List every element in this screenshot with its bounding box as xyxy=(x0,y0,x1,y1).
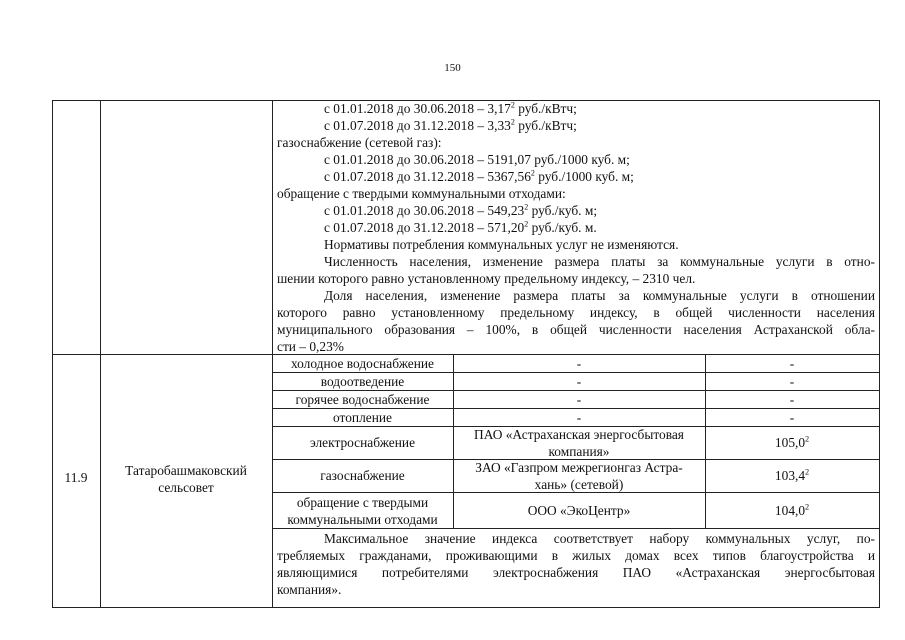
tariff-line: с 01.01.2018 до 30.06.2018 – 5191,07 руб./1000 куб. м; xyxy=(324,152,630,167)
service-name: обращение с твердыми коммунальными отходами xyxy=(287,495,438,527)
provider-name: - xyxy=(576,356,582,371)
index-value: - xyxy=(789,410,795,425)
share-paragraph-line: муниципального образования – 100%, в общей численности населения Астраханской обла- xyxy=(277,322,875,337)
population-paragraph-line: шении которого равно установленному предельному индексу, – 2310 чел. xyxy=(277,271,696,286)
index-value: 103,4$^2$ xyxy=(774,467,810,483)
note-line: компания». xyxy=(277,582,342,597)
index-value: 104,0$^2$ xyxy=(774,502,810,518)
note-line: Максимальное значение индекса соответствует набору коммунальных услуг, по- xyxy=(324,531,875,546)
row-number: 11.9 xyxy=(64,470,88,485)
tariff-line: с 01.07.2018 до 31.12.2018 – 3,33$^2$ руб./кВтч; xyxy=(324,117,577,133)
service-name: электроснабжение xyxy=(309,435,416,450)
municipality-name: Татаробашмаковский сельсовет xyxy=(125,463,247,495)
provider-name: ПАО «Астраханская энергосбытовая компания» xyxy=(474,427,684,459)
index-value: - xyxy=(789,374,795,389)
tariff-line: с 01.01.2018 до 30.06.2018 – 549,23$^2$ руб./куб. м; xyxy=(324,202,598,218)
norms-statement: Нормативы потребления коммунальных услуг не изменяются. xyxy=(324,237,679,252)
service-name: газоснабжение xyxy=(320,468,405,483)
share-paragraph-line: сти – 0,23% xyxy=(277,339,344,354)
population-paragraph-line: Численность населения, изменение размера платы за коммунальные услуги в отно- xyxy=(324,254,875,269)
provider-name: ООО «ЭкоЦентр» xyxy=(527,503,631,518)
provider-name: - xyxy=(576,392,582,407)
share-paragraph-line: которого равно установленному предельному индексу, в общей численности населения xyxy=(277,305,875,320)
tariff-line: с 01.07.2018 до 31.12.2018 – 571,20$^2$ руб./куб. м. xyxy=(324,219,597,235)
tariff-heading: обращение с твердыми коммунальными отходами: xyxy=(277,186,566,201)
index-value: - xyxy=(789,392,795,407)
service-name: горячее водоснабжение xyxy=(295,392,430,407)
service-name: отопление xyxy=(333,410,392,425)
index-value: 105,0$^2$ xyxy=(774,434,810,450)
provider-name: - xyxy=(576,410,582,425)
page-number: 150 xyxy=(444,62,461,74)
note-line: являющимися потребителями электроснабжения ПАО «Астраханская энергосбытовая xyxy=(277,565,875,580)
index-value: - xyxy=(789,356,795,371)
provider-name: ЗАО «Газпром межрегионгаз Астра- хань» (сетевой) xyxy=(475,460,683,492)
service-name: водоотведение xyxy=(320,374,405,389)
share-paragraph-line: Доля населения, изменение размера платы за коммунальные услуги в отношении xyxy=(324,288,875,303)
tariff-line: с 01.01.2018 до 30.06.2018 – 3,17$^2$ руб./кВтч; xyxy=(324,100,577,116)
note-line: требляемых гражданами, проживающими в жилых домах всех типов благоустройства и xyxy=(277,548,875,563)
provider-name: - xyxy=(576,374,582,389)
tariff-heading: газоснабжение (сетевой газ): xyxy=(277,135,442,150)
tariff-line: с 01.07.2018 до 31.12.2018 – 5367,56$^2$ руб./1000 куб. м; xyxy=(324,168,634,184)
service-name: холодное водоснабжение xyxy=(290,356,435,371)
